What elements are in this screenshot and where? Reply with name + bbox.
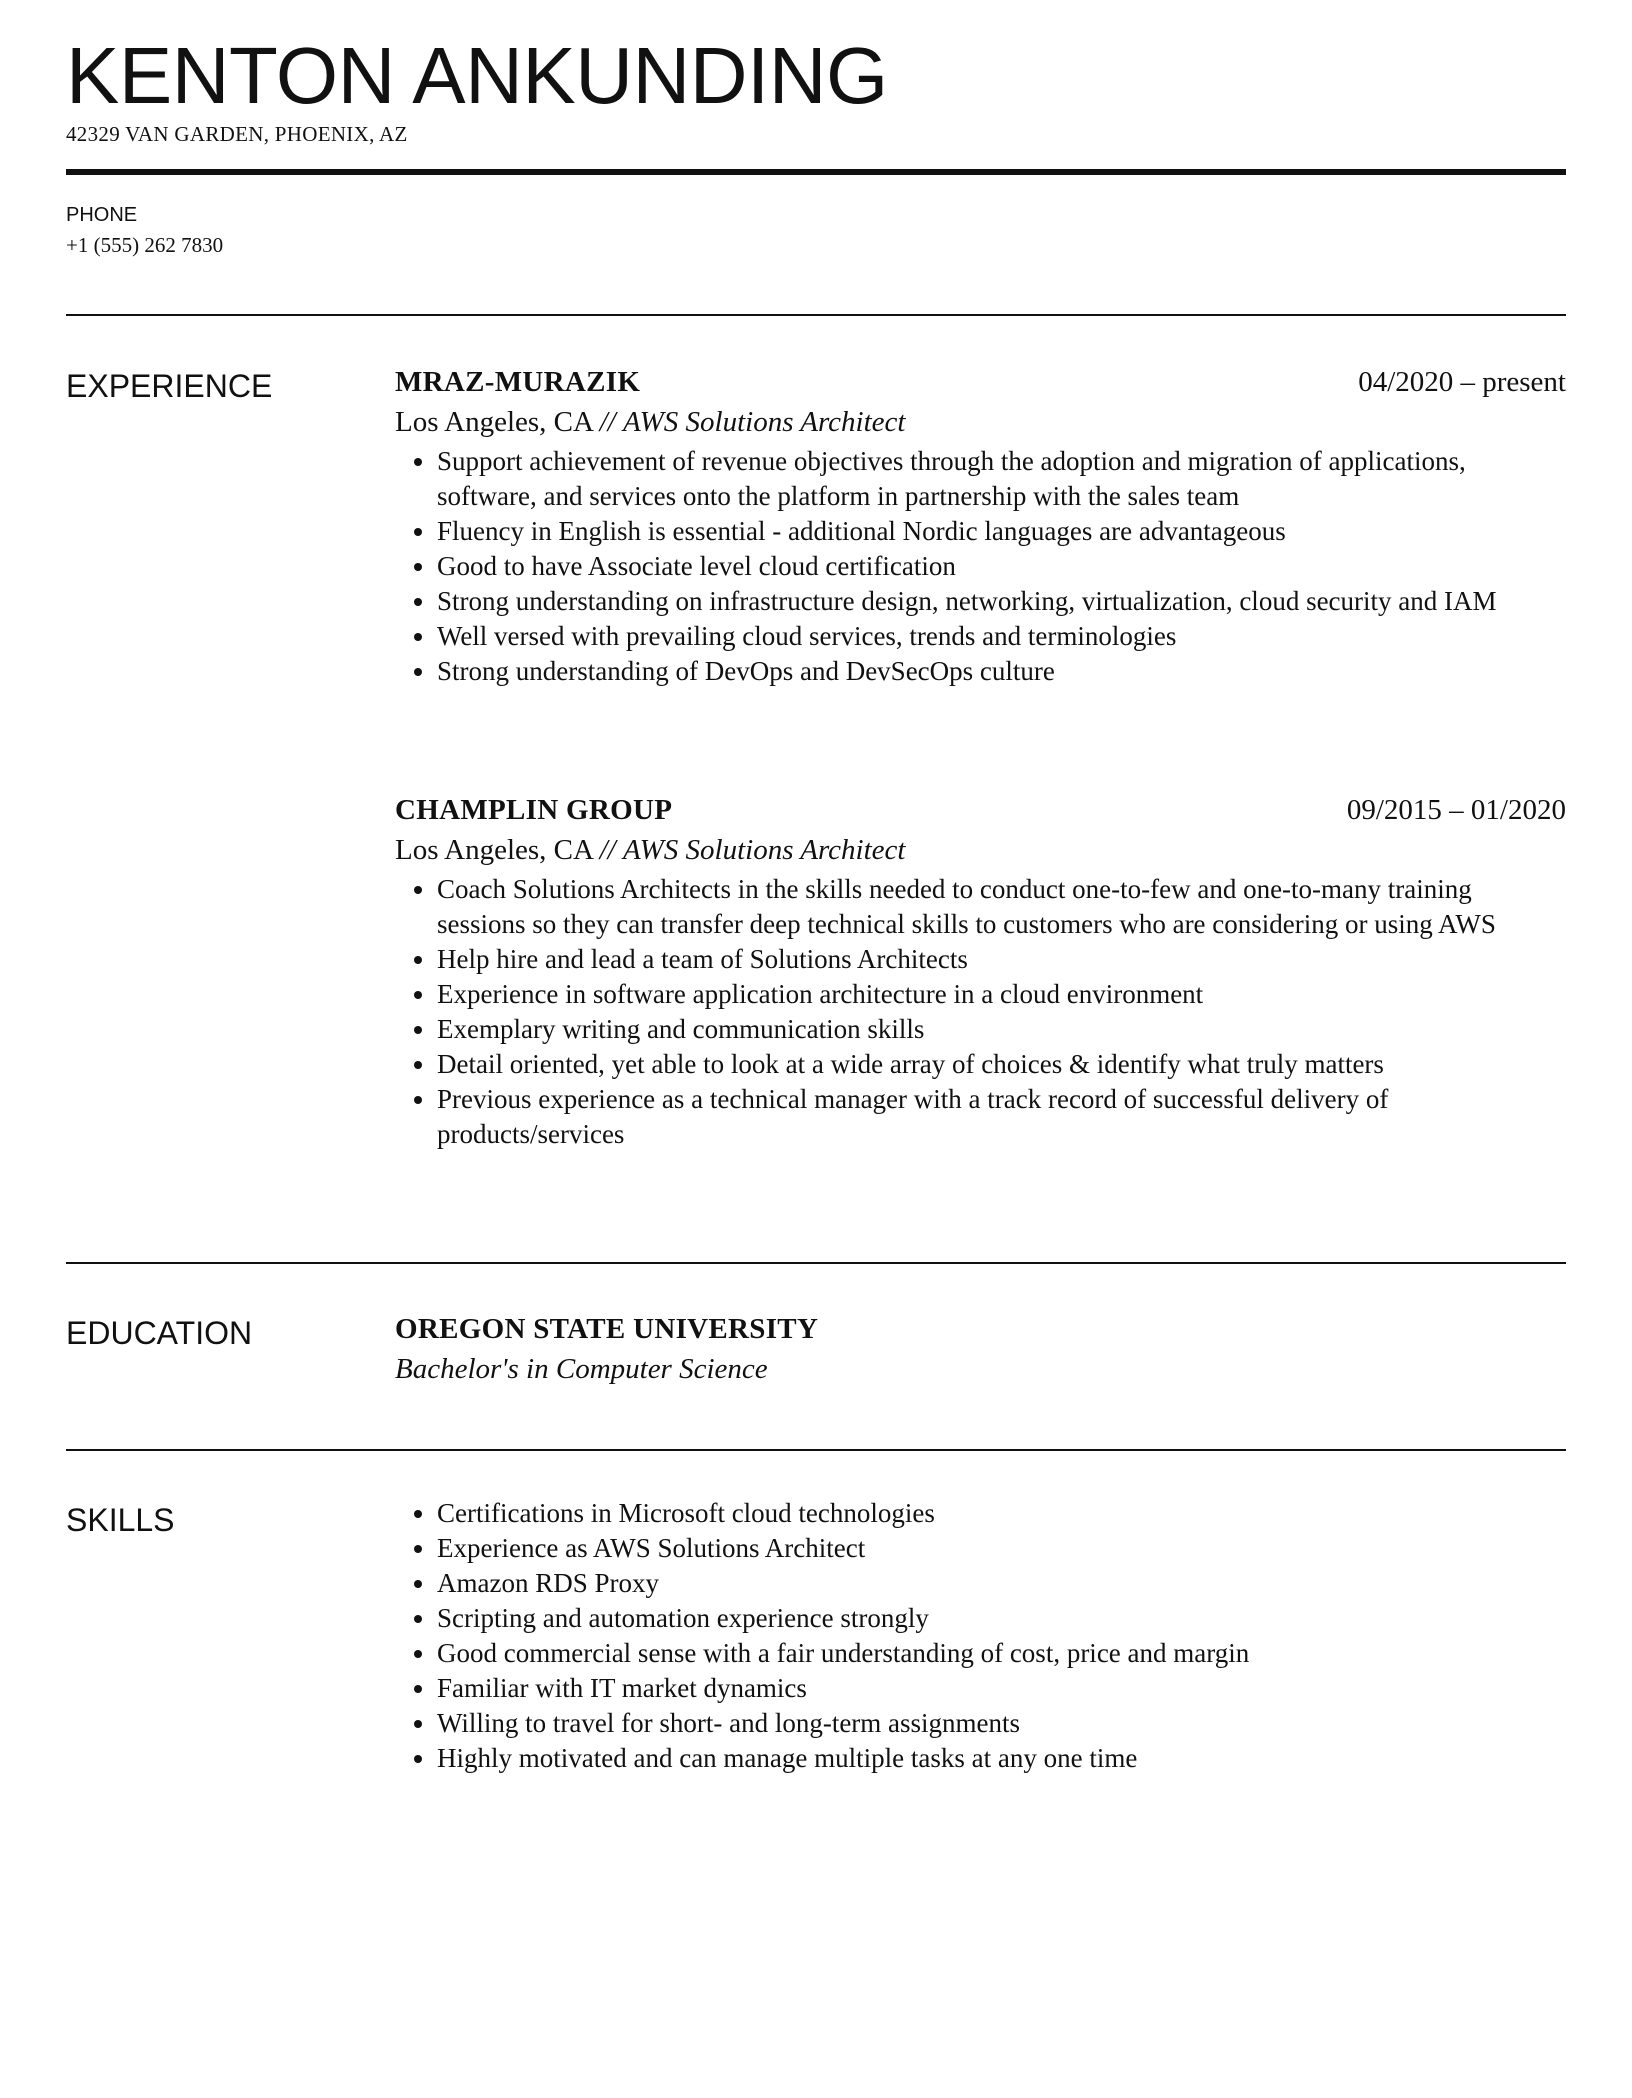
header-divider	[66, 169, 1566, 175]
education-header	[395, 1309, 1566, 1349]
skill-item: • Good commercial sense with a fair understanding of cost, price and margin	[437, 1636, 1566, 1671]
job-bullet: • Good to have Associate level cloud certification	[437, 549, 1566, 584]
job-role: AWS Solutions Architect	[623, 834, 906, 866]
job-bullet: • Support achievement of revenue objectives through the adoption and migration of applications, software, and services onto the platform in partnership with the sales team	[437, 444, 1566, 514]
candidate-address: 42329 VAN GARDEN, PHOENIX, AZ	[66, 122, 408, 146]
resume-page	[66, 0, 1566, 2098]
skills-section-title: SKILLS	[66, 1502, 175, 1538]
skill-item: • Experience as AWS Solutions Architect	[437, 1531, 1566, 1566]
skills-entry	[395, 1496, 1566, 1776]
section-divider-education	[66, 1262, 1566, 1264]
job-separator: //	[599, 834, 616, 866]
job-dates: 04/2020 – present	[1358, 366, 1566, 398]
job-role: AWS Solutions Architect	[623, 406, 906, 438]
job-location: Los Angeles, CA	[395, 834, 593, 866]
section-divider-skills	[66, 1449, 1566, 1451]
job-bullet: • Strong understanding of DevOps and DevSecOps culture	[437, 654, 1566, 689]
skills-list	[395, 1496, 1566, 1776]
job-dates: 09/2015 – 01/2020	[1346, 794, 1566, 826]
job-bullet: • Fluency in English is essential - additional Nordic languages are advantageous	[437, 514, 1566, 549]
job-location-role	[395, 830, 1566, 870]
job-entry	[395, 790, 1566, 1152]
skill-item: • Willing to travel for short- and long-term assignments	[437, 1706, 1566, 1741]
skill-item: • Highly motivated and can manage multiple tasks at any one time	[437, 1741, 1566, 1776]
job-bullet: • Previous experience as a technical manager with a track record of successful delivery of products/services	[437, 1082, 1566, 1152]
job-bullet: • Experience in software application architecture in a cloud environment	[437, 977, 1566, 1012]
job-location: Los Angeles, CA	[395, 406, 593, 438]
education-degree: Bachelor's in Computer Science	[395, 1353, 768, 1385]
skill-item: • Certifications in Microsoft cloud technologies	[437, 1496, 1566, 1531]
education-entry	[395, 1309, 1566, 1389]
experience-section-title: EXPERIENCE	[66, 368, 273, 404]
skill-item: • Amazon RDS Proxy	[437, 1566, 1566, 1601]
job-bullet: • Detail oriented, yet able to look at a wide array of choices & identify what truly matters	[437, 1047, 1566, 1082]
job-entry	[395, 362, 1566, 689]
candidate-name: KENTON ANKUNDING	[66, 31, 888, 120]
job-bullet: • Exemplary writing and communication skills	[437, 1012, 1566, 1047]
education-school: OREGON STATE UNIVERSITY	[395, 1313, 819, 1345]
section-divider-experience	[66, 314, 1566, 316]
skill-item: • Familiar with IT market dynamics	[437, 1671, 1566, 1706]
job-bullet: • Coach Solutions Architects in the skills needed to conduct one-to-few and one-to-many training sessions so they can transfer deep technical skills to customers who are considering or using AWS	[437, 872, 1566, 942]
job-company: CHAMPLIN GROUP	[395, 794, 673, 826]
job-company: MRAZ-MURAZIK	[395, 366, 641, 398]
phone-label: PHONE	[66, 204, 138, 226]
job-bullet: • Help hire and lead a team of Solutions Architects	[437, 942, 1566, 977]
job-bullets	[395, 444, 1566, 689]
education-section-title: EDUCATION	[66, 1315, 253, 1351]
phone-value: +1 (555) 262 7830	[66, 233, 224, 257]
job-bullets	[395, 872, 1566, 1152]
job-bullet: • Strong understanding on infrastructure design, networking, virtualization, cloud security and IAM	[437, 584, 1566, 619]
job-bullet: • Well versed with prevailing cloud services, trends and terminologies	[437, 619, 1566, 654]
job-header	[395, 790, 1566, 830]
skill-item: • Scripting and automation experience strongly	[437, 1601, 1566, 1636]
job-location-role	[395, 402, 1566, 442]
job-header	[395, 362, 1566, 402]
job-separator: //	[599, 406, 616, 438]
